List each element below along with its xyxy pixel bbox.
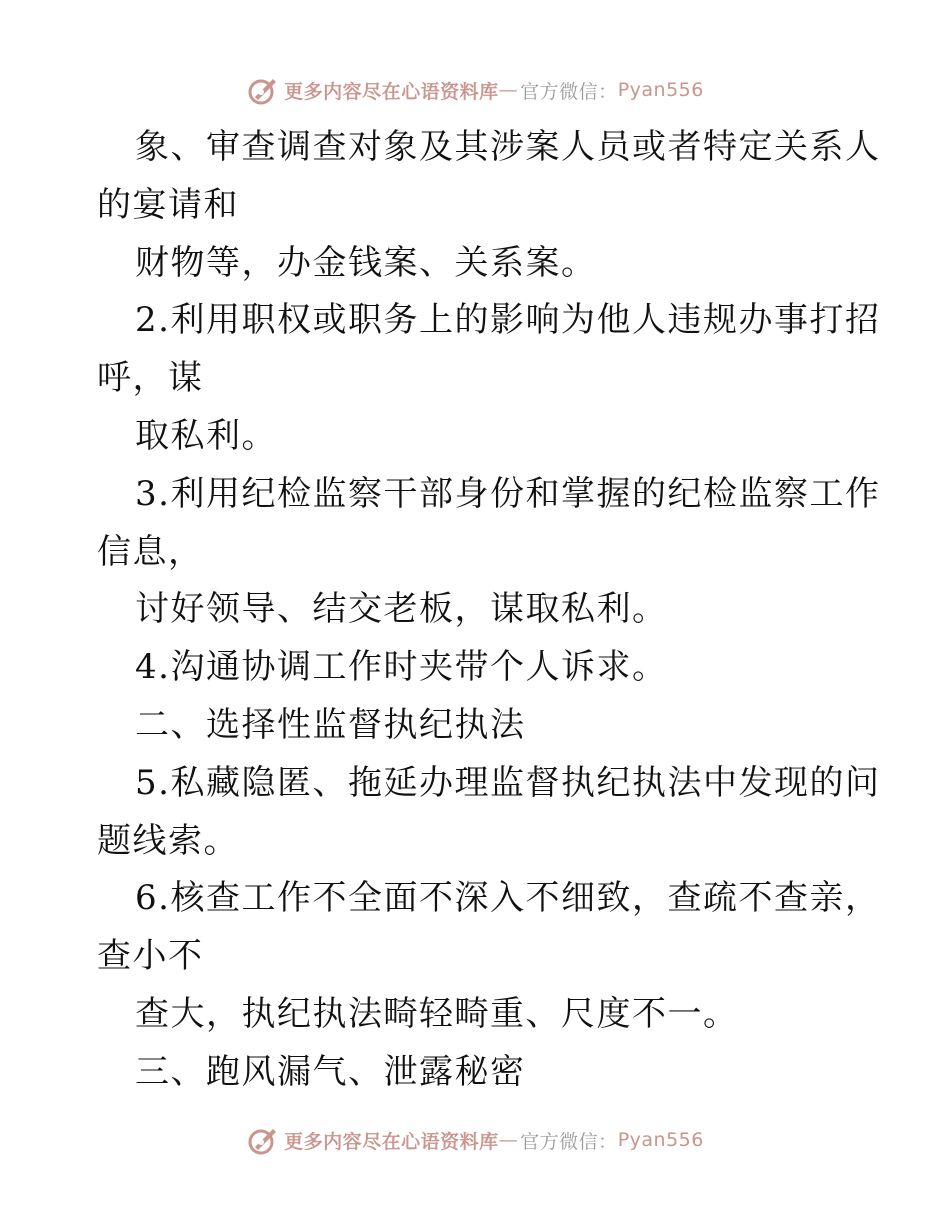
paragraph-line: 查小不 bbox=[97, 936, 204, 977]
paragraph-line: 2.利用职权或职务上的影响为他人违规办事打招 bbox=[135, 300, 881, 341]
section-heading: 二、选择性监督执纪执法 bbox=[135, 704, 526, 745]
paragraph-line: 查大，执纪执法畸轻畸重、尺度不一。 bbox=[135, 993, 739, 1034]
paragraph-line: 财物等，办金钱案、关系案。 bbox=[135, 242, 597, 283]
section-heading: 三、跑风漏气、泄露秘密 bbox=[135, 1051, 526, 1092]
header-watermark bbox=[0, 70, 950, 110]
paragraph-line: 题线索。 bbox=[97, 820, 239, 861]
pen-logo-icon bbox=[246, 1123, 280, 1157]
paragraph-line: 呼，谋 bbox=[97, 358, 204, 399]
paragraph-line: 取私利。 bbox=[135, 415, 277, 456]
watermark-title: 更多内容尽在心语资料库 bbox=[284, 1130, 499, 1153]
document-body bbox=[97, 119, 881, 1102]
watermark-title: 更多内容尽在心语资料库 bbox=[284, 80, 499, 103]
footer-watermark bbox=[0, 1120, 950, 1160]
watermark-label: 官方微信： bbox=[520, 80, 618, 103]
watermark-wechat-id: Pyan556 bbox=[617, 79, 704, 101]
paragraph-line: 6.核查工作不全面不深入不细致，查疏不查亲， bbox=[135, 878, 881, 919]
watermark-label: 官方微信： bbox=[520, 1130, 618, 1153]
paragraph-line: 3.利用纪检监察干部身份和掌握的纪检监察工作 bbox=[135, 473, 881, 514]
watermark-dash: — bbox=[498, 79, 519, 101]
paragraph-line: 象、审查调查对象及其涉案人员或者特定关系人 bbox=[135, 127, 881, 167]
paragraph-line: 讨好领导、结交老板，谋取私利。 bbox=[135, 589, 668, 630]
paragraph-line: 4.沟通协调工作时夹带个人诉求。 bbox=[135, 647, 668, 688]
watermark-dash: — bbox=[498, 1129, 519, 1151]
pen-logo-icon bbox=[246, 73, 280, 107]
paragraph-line: 5.私藏隐匿、拖延办理监督执纪执法中发现的问 bbox=[135, 762, 881, 803]
paragraph-line: 的宴请和 bbox=[97, 184, 239, 225]
watermark-wechat-id: Pyan556 bbox=[617, 1129, 704, 1151]
paragraph-line: 信息， bbox=[97, 531, 204, 572]
